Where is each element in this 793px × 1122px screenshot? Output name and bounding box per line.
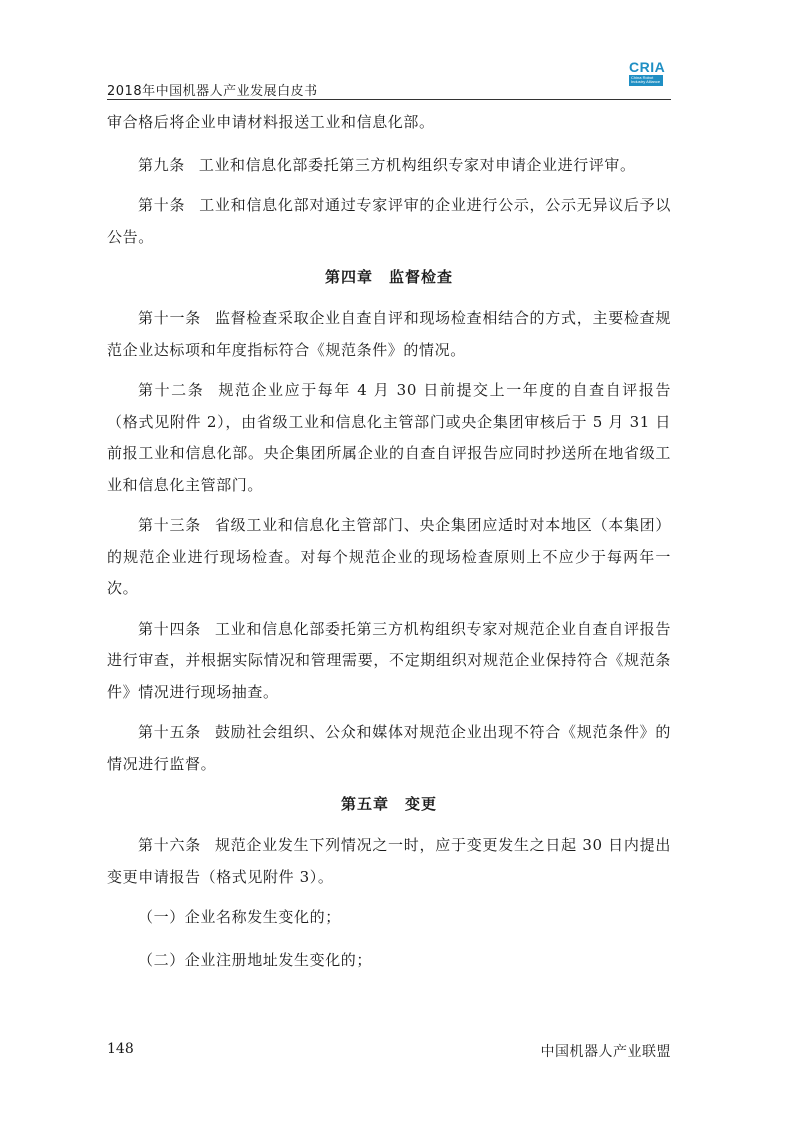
article-15 <box>107 717 671 780</box>
footer-organization: 中国机器人产业联盟 <box>540 1044 671 1060</box>
chapter-heading: 第四章 监督检查 <box>324 268 453 286</box>
article-10 <box>107 190 671 253</box>
article-12 <box>107 375 671 501</box>
continuation-paragraph: 审合格后将企业申请材料报送工业和信息化部。 <box>107 113 435 131</box>
list-item: （一）企业名称发生变化的； <box>138 908 341 926</box>
page-header <box>107 60 671 100</box>
article-9 <box>107 150 671 182</box>
article-number: 第十条 <box>138 196 186 214</box>
article-13 <box>107 510 671 605</box>
chapter-heading: 第五章 变更 <box>340 795 437 813</box>
header-title: 2018年中国机器人产业发展白皮书 <box>107 84 318 99</box>
article-text: 监督检查采取企业自查自评和现场检查相结合的方式，主要检查规范企业达标项和年度指标符合《规范条件》的情况。 <box>107 309 672 359</box>
article-number: 第十二条 <box>138 381 205 399</box>
article-number: 第十四条 <box>138 619 201 638</box>
article-number: 第十一条 <box>138 309 201 327</box>
logo-subtext: China Robot Industry Alliance <box>629 75 663 86</box>
article-text: 规范企业应于每年 4 月 30 日前提交上一年度的自查自评报告（格式见附件 2），由省级工业和信息化主管部门或央企集团审核后于 5 月 31 日前报工业和信息化部。央企集团所属企业的自查自评报告应同时抄送所在地省级工业和信息化主管部门。 <box>107 381 671 494</box>
article-11 <box>107 303 671 366</box>
logo-text: CRIA <box>629 59 666 75</box>
header-rule <box>107 99 671 100</box>
article-14 <box>107 614 671 709</box>
article-text: 省级工业和信息化主管部门、央企集团应适时对本地区（本集团）的规范企业进行现场检查。对每个规范企业的现场检查原则上不应少于每两年一次。 <box>107 516 672 597</box>
article-text: 工业和信息化部委托第三方机构组织专家对申请企业进行评审。 <box>198 155 636 174</box>
article-text: 工业和信息化部对通过专家评审的企业进行公示，公示无异议后予以公告。 <box>107 196 671 246</box>
article-text: 工业和信息化部委托第三方机构组织专家对规范企业自查自评报告进行审查，并根据实际情况和管理需要，不定期组织对规范企业保持符合《规范条件》情况进行现场抽查。 <box>107 619 672 701</box>
page-number: 148 <box>107 1041 134 1057</box>
article-number: 第十五条 <box>138 723 201 741</box>
article-16 <box>107 830 671 893</box>
cria-logo <box>629 60 671 94</box>
article-number: 第九条 <box>138 155 185 174</box>
article-text: 规范企业发生下列情况之一时，应于变更发生之日起 30 日内提出变更申请报告（格式见附件 3）。 <box>107 836 671 886</box>
list-item: （二）企业注册地址发生变化的； <box>138 950 373 969</box>
article-number: 第十三条 <box>138 516 201 534</box>
article-text: 鼓励社会组织、公众和媒体对规范企业出现不符合《规范条件》的情况进行监督。 <box>107 723 672 773</box>
document-body <box>107 107 671 987</box>
article-number: 第十六条 <box>138 836 201 854</box>
